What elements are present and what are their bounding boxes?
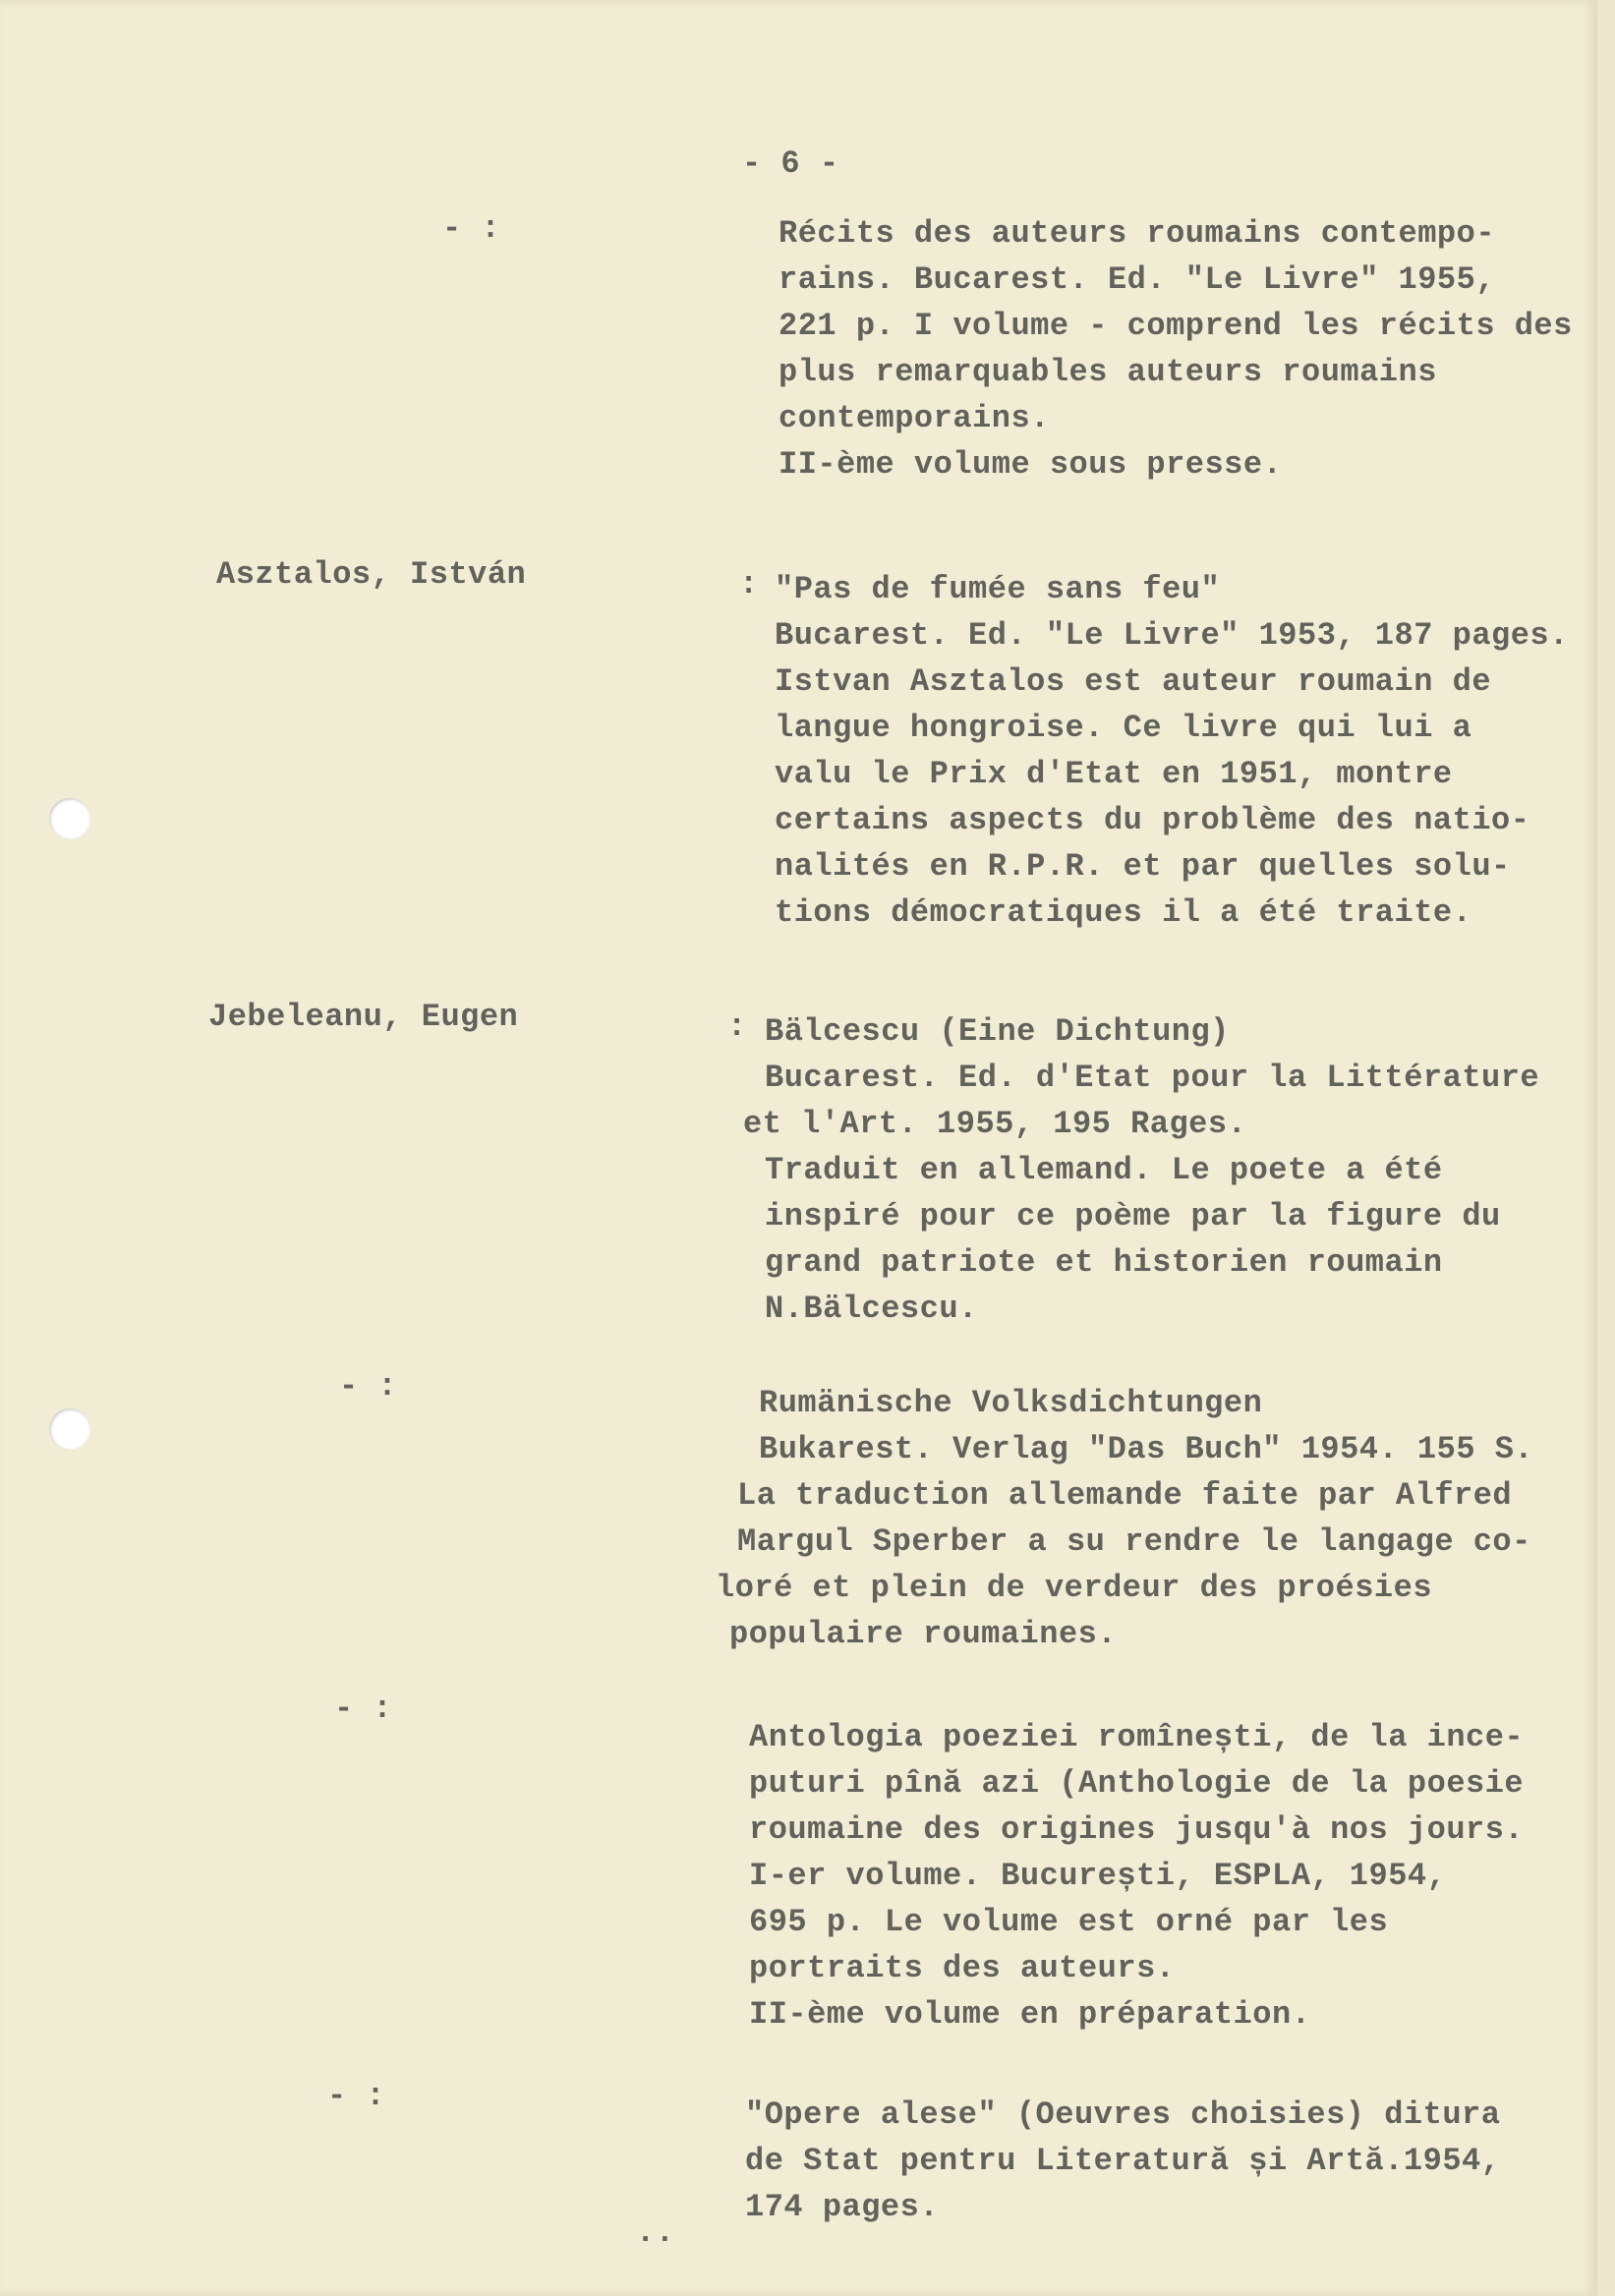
entry-line: Bukarest. Verlag "Das Buch" 1954. 155 S. bbox=[759, 1431, 1534, 1467]
entry-line: Antologia poeziei romînești, de la ince- bbox=[749, 1719, 1525, 1755]
entry-text bbox=[779, 210, 1573, 488]
entry-text bbox=[749, 1714, 1524, 2038]
entry-separator: : bbox=[739, 566, 759, 603]
entry-line: 695 p. Le volume est orné par les bbox=[749, 1904, 1389, 1940]
entry-line: Traduit en allemand. Le poete a été bbox=[765, 1152, 1443, 1188]
entry-line: langue hongroise. Ce livre qui lui a bbox=[775, 710, 1472, 746]
entry-text bbox=[716, 1380, 1534, 1657]
entry-separator: - : bbox=[339, 1368, 398, 1405]
entry-text bbox=[775, 566, 1569, 936]
entry-line: nalités en R.P.R. et par quelles solu- bbox=[775, 848, 1511, 885]
entry-line: Rumänische Volksdichtungen bbox=[759, 1385, 1263, 1421]
entry-line: "Pas de fumée sans feu" bbox=[775, 571, 1221, 607]
page-number: - 6 - bbox=[742, 145, 839, 182]
paper-edge bbox=[1597, 0, 1615, 2296]
punch-hole-upper bbox=[49, 798, 90, 839]
entry-line: Récits des auteurs roumains contempo- bbox=[779, 215, 1496, 252]
entry-author: Asztalos, István bbox=[216, 556, 527, 593]
entry-line: portraits des auteurs. bbox=[749, 1950, 1176, 1986]
entry-line: loré et plein de verdeur des proésies bbox=[716, 1570, 1433, 1606]
entry-line: rains. Bucarest. Ed. "Le Livre" 1955, bbox=[779, 261, 1496, 298]
punch-hole-lower bbox=[49, 1408, 90, 1450]
entry-line: Bucarest. Ed. "Le Livre" 1953, 187 pages. bbox=[775, 617, 1569, 654]
entry-author: Jebeleanu, Eugen bbox=[208, 999, 519, 1035]
entry-line: puturi pînă azi (Anthologie de la poesie bbox=[749, 1765, 1525, 1802]
entry-line: Bucarest. Ed. d'Etat pour la Littérature bbox=[765, 1060, 1540, 1096]
entry-separator: - : bbox=[334, 1691, 393, 1727]
entry-line: 174 pages. bbox=[745, 2189, 940, 2225]
entry-text bbox=[745, 2092, 1500, 2230]
entry-separator: - : bbox=[327, 2078, 386, 2114]
entry-line: populaire roumaines. bbox=[729, 1616, 1118, 1652]
entry-separator: - : bbox=[442, 210, 501, 247]
entry-line: tions démocratiques il a été traite. bbox=[775, 894, 1472, 931]
entry-line: contemporains. bbox=[779, 400, 1050, 436]
entry-line: et l'Art. 1955, 195 Rages. bbox=[743, 1106, 1247, 1142]
entry-line: Margul Sperber a su rendre le langage co- bbox=[737, 1523, 1531, 1560]
entry-text bbox=[743, 1008, 1540, 1332]
entry-line: "Opere alese" (Oeuvres choisies) ditura bbox=[745, 2096, 1501, 2133]
entry-line: Bälcescu (Eine Dichtung) bbox=[765, 1013, 1230, 1050]
entry-line: plus remarquables auteurs roumains bbox=[779, 354, 1437, 390]
entry-line: 221 p. I volume - comprend les récits des bbox=[779, 308, 1573, 344]
entry-line: valu le Prix d'Etat en 1951, montre bbox=[775, 756, 1453, 792]
entry-line: grand patriote et historien roumain bbox=[765, 1244, 1443, 1281]
footer-mark: .. bbox=[636, 2214, 675, 2251]
entry-line: certains aspects du problème des natio- bbox=[775, 802, 1530, 838]
entry-line: de Stat pentru Literatură și Artă.1954, bbox=[745, 2143, 1501, 2179]
entry-line: II-ème volume sous presse. bbox=[779, 446, 1283, 483]
entry-line: roumaine des origines jusqu'à nos jours. bbox=[749, 1811, 1525, 1848]
entry-line: Istvan Asztalos est auteur roumain de bbox=[775, 663, 1492, 700]
entry-separator: : bbox=[727, 1008, 747, 1045]
entry-line: inspiré pour ce poème par la figure du bbox=[765, 1198, 1501, 1234]
entry-line: La traduction allemande faite par Alfred bbox=[737, 1477, 1513, 1514]
entry-line: N.Bälcescu. bbox=[765, 1291, 978, 1327]
entry-line: II-ème volume en préparation. bbox=[749, 1996, 1311, 2033]
entry-line: I-er volume. București, ESPLA, 1954, bbox=[749, 1858, 1447, 1894]
